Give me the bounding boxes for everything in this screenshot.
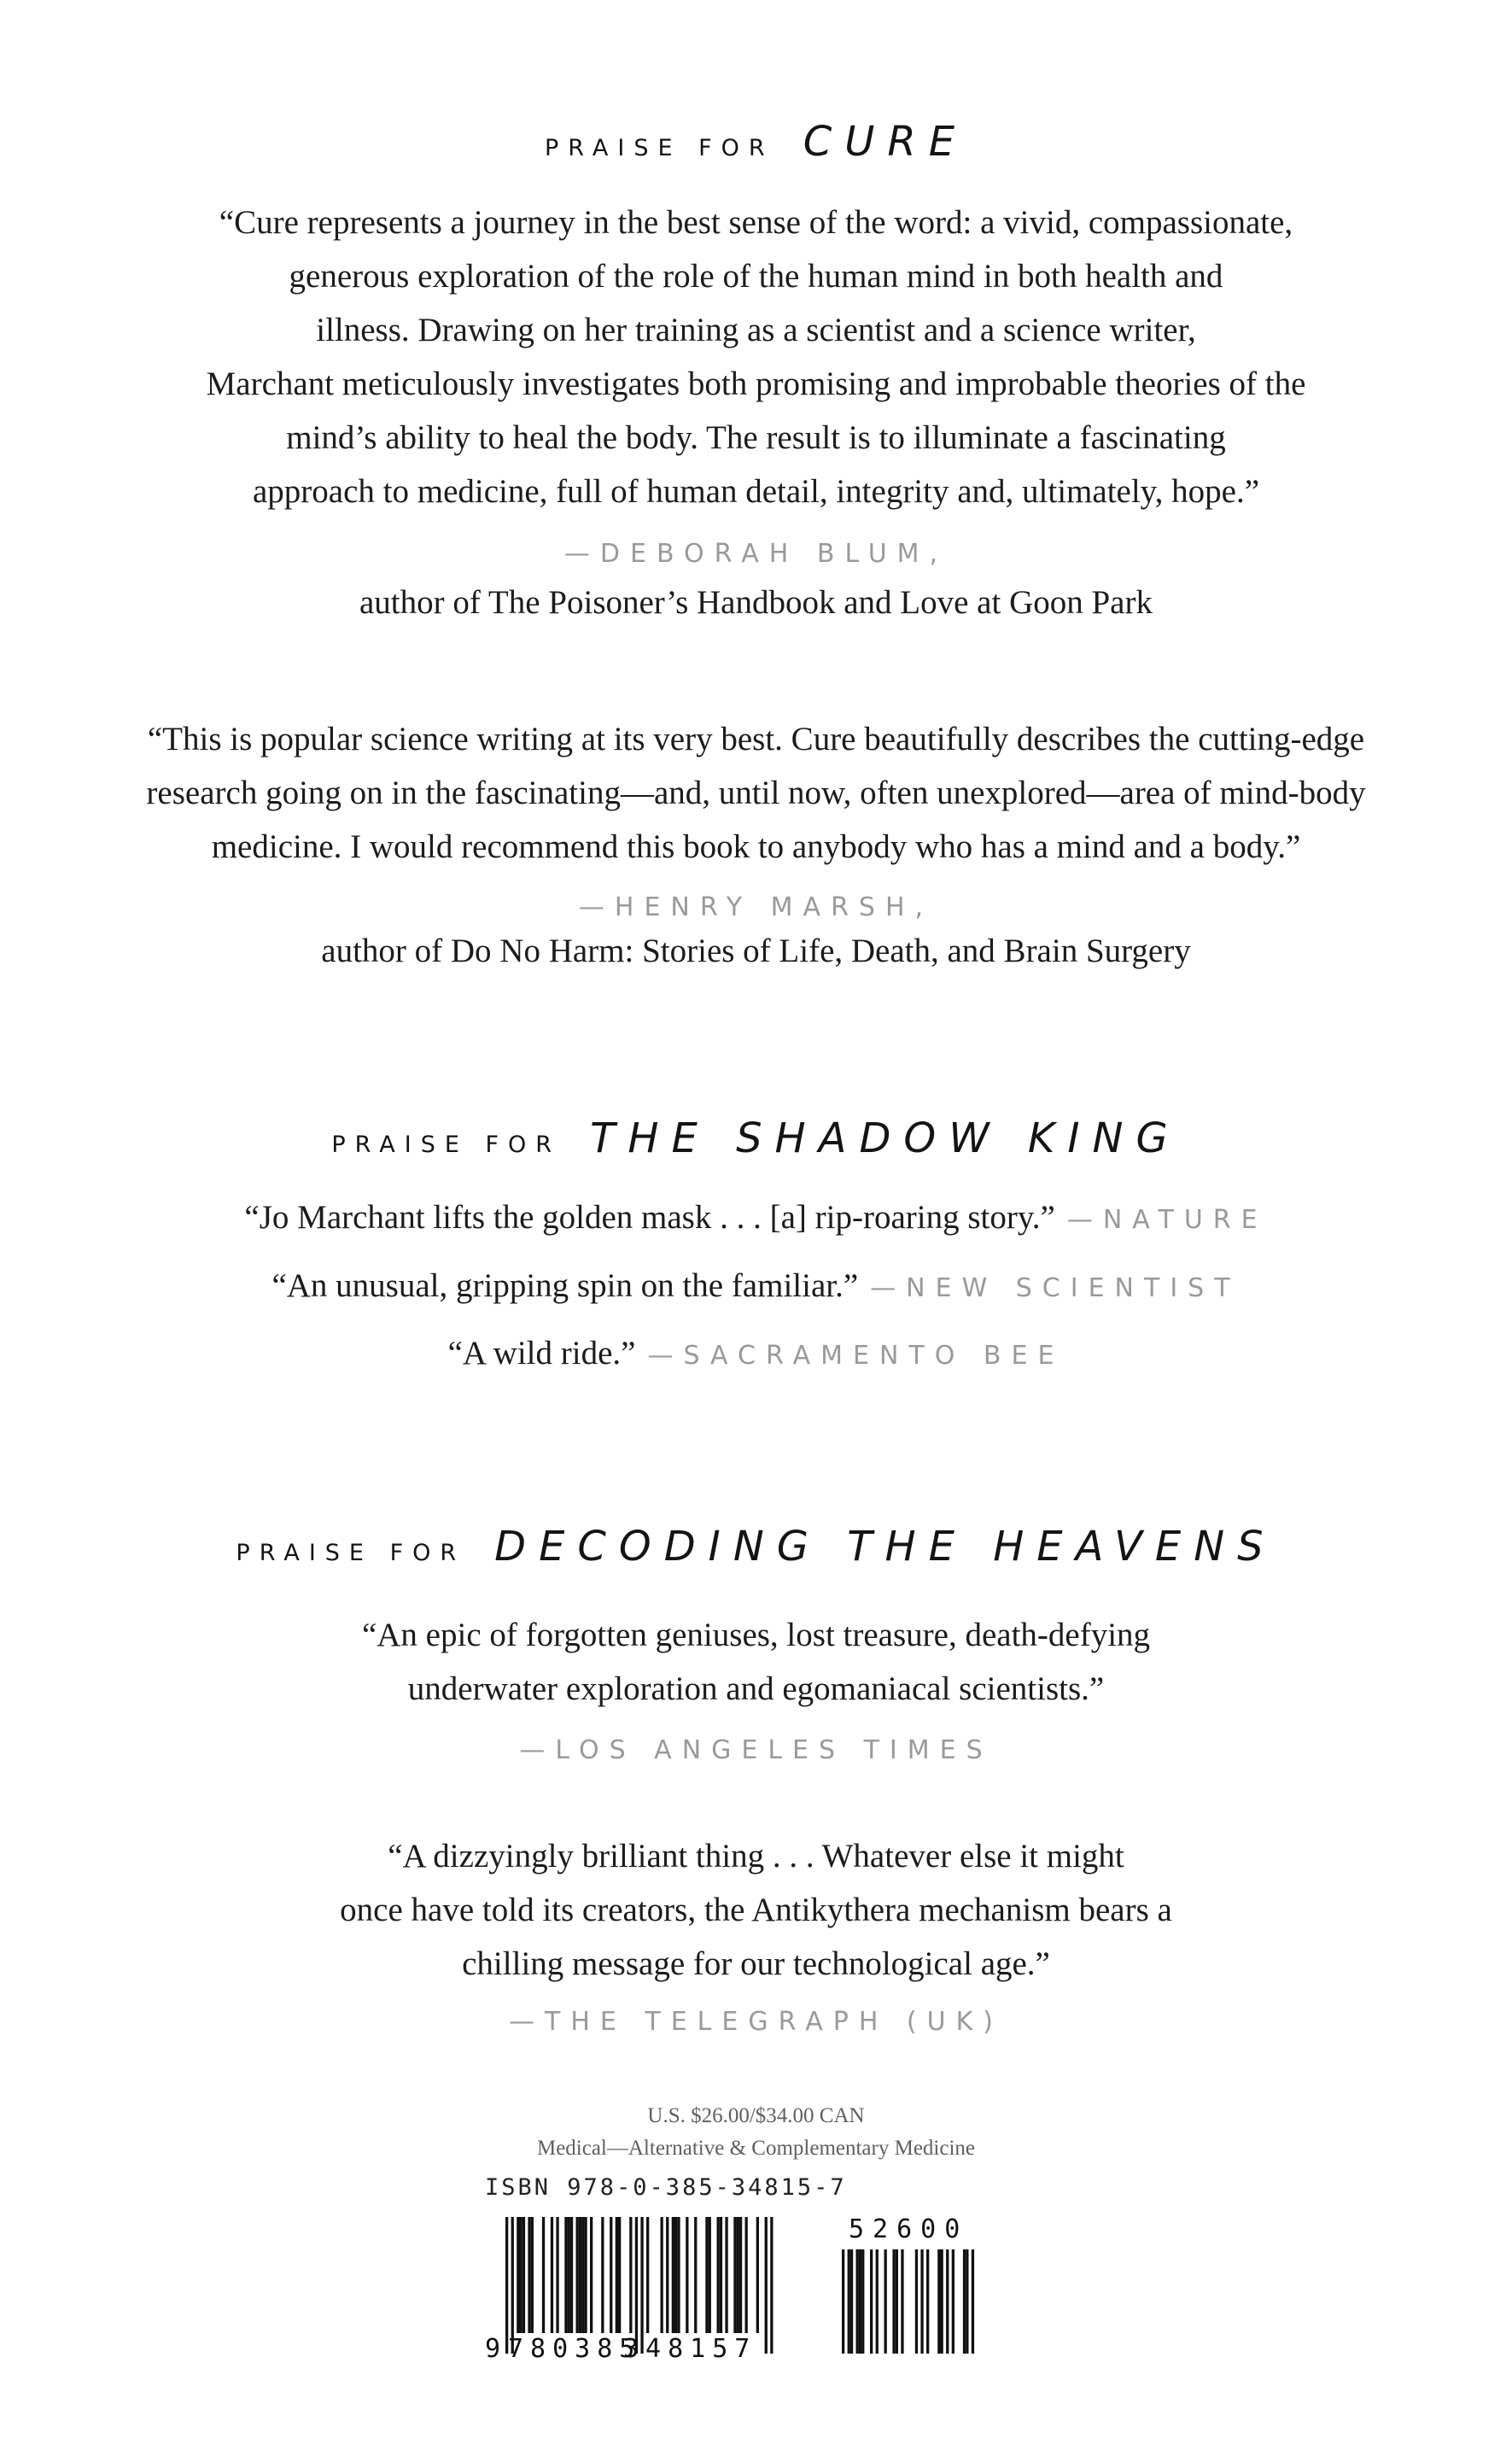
barcode-bar <box>770 2217 773 2354</box>
addon-bar <box>884 2249 887 2354</box>
barcode-bar <box>618 2217 621 2333</box>
barcode-bar <box>584 2217 587 2333</box>
quote-line: Marchant meticulously investigates both promising and improbable theories of the <box>206 366 1306 402</box>
addon-bar <box>901 2249 903 2354</box>
quote-line: “A dizzyingly brilliant thing . . . Whatever else it might <box>388 1838 1124 1875</box>
addon-bars <box>842 2249 974 2354</box>
barcode-bar <box>677 2217 680 2333</box>
barcode-bar <box>576 2217 579 2333</box>
barcode-bar <box>635 2217 638 2354</box>
heading-prefix: PRAISE FOR <box>331 1132 562 1158</box>
barcode-bar <box>756 2217 759 2333</box>
addon-bar <box>937 2249 940 2354</box>
section-heading-decoding-the-heavens <box>0 1523 1512 1570</box>
addon-bar <box>946 2249 949 2354</box>
quote-line: chilling message for our technological age.” <box>462 1945 1050 1982</box>
addon-bar <box>896 2249 898 2354</box>
barcode-bar <box>564 2217 567 2333</box>
barcode-bar <box>511 2217 514 2354</box>
quote-line: mind’s ability to heal the body. The result is to illuminate a fascinating <box>286 419 1226 456</box>
addon-bar <box>861 2249 864 2354</box>
category-line: Medical—Alternative & Complementary Medicine <box>536 2137 976 2160</box>
addon-bar <box>952 2249 954 2354</box>
barcode-bar <box>694 2217 697 2333</box>
section-heading-shadow-king <box>0 1114 1512 1162</box>
barcode-bar <box>610 2217 612 2333</box>
addon-bar <box>920 2249 923 2354</box>
quote-line: generous exploration of the role of the human mind in both health and <box>289 258 1223 295</box>
isbn-label: ISBN 978-0-385-34815-7 <box>485 2174 847 2201</box>
barcode-bar <box>739 2217 742 2333</box>
heading-title: DECODING THE HEAVENS <box>494 1523 1276 1570</box>
barcode-bar <box>745 2217 748 2333</box>
barcode-bar <box>601 2217 604 2333</box>
quote-blurb <box>0 1326 1512 1383</box>
barcode-bar <box>551 2217 553 2333</box>
quote-blurb <box>0 1608 1512 1716</box>
quote-attribution: —LOS ANGELES TIMES <box>519 1735 993 1765</box>
addon-bar <box>870 2249 873 2354</box>
addon-bar <box>915 2249 918 2354</box>
barcode-bar <box>666 2217 668 2333</box>
heading-prefix: PRAISE FOR <box>544 135 774 161</box>
barcode-bar <box>674 2217 677 2333</box>
quote-line: medicine. I would recommend this book to anybody who has a mind and a body.” <box>211 828 1301 865</box>
barcode-bar <box>705 2217 708 2333</box>
quote-attribution: —DEBORAH BLUM, <box>563 539 949 569</box>
barcode-bar <box>581 2217 584 2333</box>
barcode-bar <box>709 2217 711 2333</box>
barcode-addon-digits: 52600 <box>849 2214 969 2244</box>
barcode-bar <box>505 2217 508 2354</box>
barcode-bar <box>737 2217 739 2333</box>
addon-bar <box>963 2249 966 2354</box>
author-byline: author of The Poisoner’s Handbook and Love at Goon Park <box>359 584 1153 621</box>
quote-text: “An unusual, gripping spin on the familiar.” <box>271 1267 859 1304</box>
barcode-bar <box>579 2217 581 2333</box>
quote-line: underwater exploration and egomaniacal scientists.” <box>407 1670 1105 1707</box>
barcode-bar <box>725 2217 727 2333</box>
barcode-bar <box>517 2217 519 2333</box>
barcode-bar <box>640 2217 643 2354</box>
addon-bar <box>876 2249 879 2354</box>
barcode-bar <box>522 2217 525 2333</box>
quote-blurb <box>0 196 1512 518</box>
barcode-bar <box>672 2217 674 2333</box>
quote-blurb <box>0 1259 1512 1315</box>
barcode-bar <box>629 2217 632 2333</box>
barcode-bar <box>570 2217 573 2333</box>
heading-title: THE SHADOW KING <box>590 1114 1181 1162</box>
addon-bar <box>859 2249 861 2354</box>
addon-bar <box>848 2249 850 2354</box>
barcode-bar <box>733 2217 736 2333</box>
quote-line: research going on in the fascinating—and, until now, often unexplored—area of mind-body <box>146 775 1366 811</box>
quote-blurb <box>0 1190 1512 1247</box>
barcode-bar <box>765 2217 768 2354</box>
barcode-bar <box>528 2217 530 2333</box>
quote-attribution: —NATURE <box>1066 1205 1268 1235</box>
quote-line: “Cure represents a journey in the best sense of the word: a vivid, compassionate, <box>219 204 1293 241</box>
isbn-barcode <box>475 2210 987 2364</box>
heading-title: CURE <box>803 118 968 166</box>
quote-line: approach to medicine, full of human detail, integrity and, ultimately, hope.” <box>252 473 1260 510</box>
barcode-bar <box>590 2217 593 2333</box>
barcode-right-digits: 348157 <box>623 2334 757 2364</box>
barcode-bar <box>542 2217 545 2333</box>
quote-text: “A wild ride.” <box>447 1335 636 1372</box>
barcode-bar <box>616 2217 618 2333</box>
heading-prefix: PRAISE FOR <box>236 1540 466 1566</box>
barcode-bar <box>520 2217 522 2333</box>
quote-attribution: —THE TELEGRAPH (UK) <box>509 2007 1003 2037</box>
author-byline: author of Do No Harm: Stories of Life, Death, and Brain Surgery <box>321 933 1191 969</box>
addon-bar <box>842 2249 844 2354</box>
addon-bar <box>941 2249 943 2354</box>
quote-line: “This is popular science writing at its very best. Cure beautifully describes the cutting-edge <box>147 721 1365 757</box>
barcode-bar <box>556 2217 558 2333</box>
barcode-left-digits: 780385 <box>508 2334 642 2364</box>
barcode-bar <box>646 2217 649 2333</box>
quote-text: “Jo Marchant lifts the golden mask . . . [a] rip-roaring story.” <box>244 1199 1055 1236</box>
quote-attribution: —NEW SCIENTIST <box>870 1273 1241 1303</box>
quote-line: once have told its creators, the Antikythera mechanism bears a <box>340 1892 1172 1928</box>
addon-bar <box>966 2249 968 2354</box>
quote-attribution: —SACRAMENTO BEE <box>647 1341 1065 1371</box>
ean13-bars <box>505 2217 774 2354</box>
addon-bar <box>892 2249 895 2354</box>
addon-bar <box>850 2249 853 2354</box>
barcode-bar <box>717 2217 720 2333</box>
barcode-lead-digit: 9 <box>485 2334 501 2364</box>
addon-bar <box>972 2249 974 2354</box>
barcode-bar <box>531 2217 534 2333</box>
quote-blurb <box>0 712 1512 874</box>
barcode-bar <box>568 2217 570 2333</box>
quote-attribution: —HENRY MARSH, <box>578 892 934 922</box>
barcode-bar <box>686 2217 688 2333</box>
addon-bar <box>926 2249 929 2354</box>
quote-line: “An epic of forgotten geniuses, lost treasure, death-defying <box>361 1617 1151 1653</box>
barcode-bar <box>661 2217 663 2333</box>
barcode-bar <box>720 2217 722 2333</box>
quote-line: illness. Drawing on her training as a scientist and a science writer, <box>316 312 1196 348</box>
addon-bar <box>856 2249 859 2354</box>
section-heading-cure <box>0 118 1512 166</box>
price-line: U.S. $26.00/$34.00 CAN <box>647 2104 865 2127</box>
quote-blurb <box>0 1829 1512 1991</box>
